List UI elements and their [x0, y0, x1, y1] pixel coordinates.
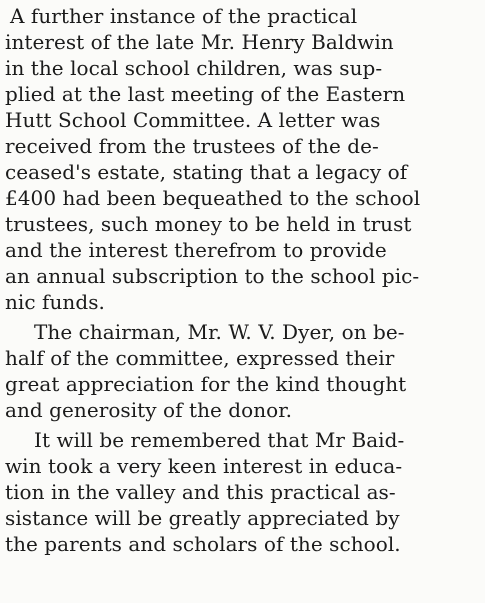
article-line: £400 had been bequeathed to the school	[5, 186, 421, 210]
article-line: received from the trustees of the de-	[5, 134, 379, 158]
article-line: half of the committee, expressed their	[5, 346, 395, 370]
article-line: ceased's estate, stating that a legacy of	[5, 160, 408, 184]
article-line: tion in the valley and this practical as-	[5, 480, 396, 504]
article-line: trustees, such money to be held in trust	[5, 212, 412, 236]
article-line: great appreciation for the kind thought	[5, 372, 407, 396]
article-line: The chairman, Mr. W. V. Dyer, on be-	[34, 320, 405, 344]
article-line: sistance will be greatly appreciated by	[5, 506, 400, 530]
article-line: and generosity of the donor.	[5, 398, 293, 422]
article-line: nic funds.	[5, 290, 105, 314]
article-line: interest of the late Mr. Henry Baldwin	[5, 30, 394, 54]
article-line: the parents and scholars of the school.	[5, 532, 401, 556]
article-line: Hutt School Committee. A letter was	[5, 108, 381, 132]
article-line: It will be remembered that Mr Baid-	[34, 428, 405, 452]
article-line: win took a very keen interest in educa-	[5, 454, 403, 478]
article-line: and the interest therefrom to provide	[5, 238, 387, 262]
article-line: in the local school children, was sup-	[5, 56, 383, 80]
article-line: an annual subscription to the school pic-	[5, 264, 420, 288]
article-line: A further instance of the practical	[10, 4, 358, 28]
article-line: plied at the last meeting of the Eastern	[5, 82, 406, 106]
